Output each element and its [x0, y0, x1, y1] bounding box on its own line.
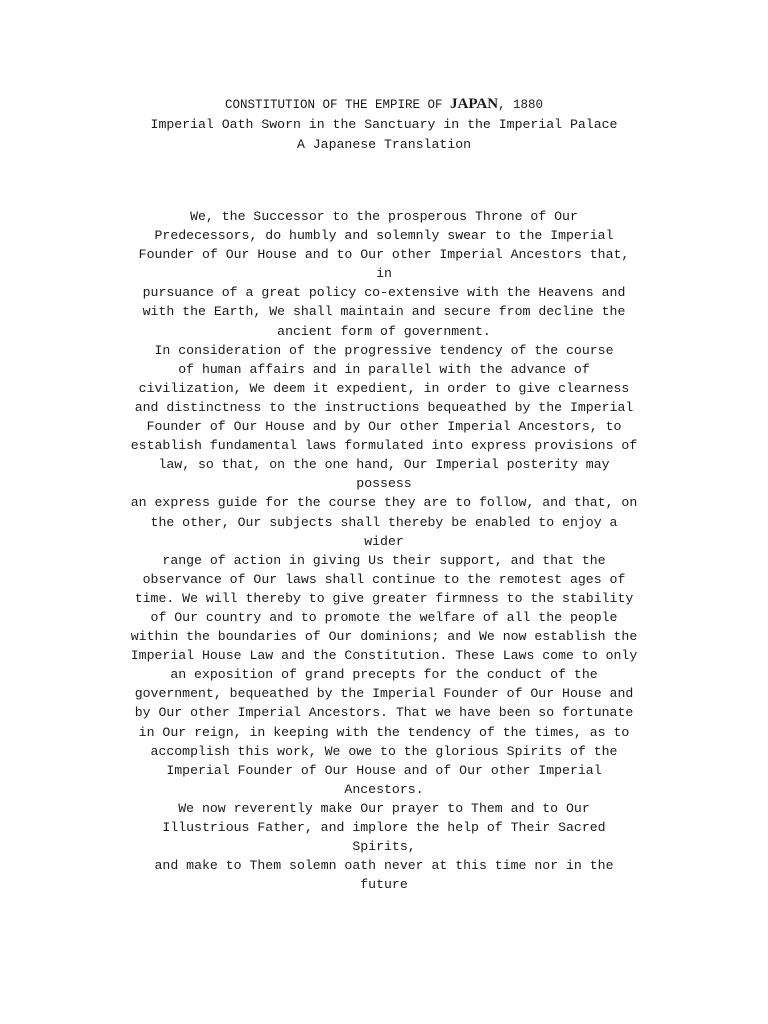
text-line: Imperial Founder of Our House and of Our other Imperial [166, 762, 602, 778]
text-line: pursuance of a great policy co-extensive with the Heavens and [142, 285, 626, 301]
document-title [0, 94, 768, 115]
text-line: Predecessors, do humbly and solemnly swear to the Imperial [154, 228, 614, 244]
text-line: government, bequeathed by the Imperial Founder of Our House and [134, 686, 634, 702]
text-line: Ancestors. [344, 781, 424, 797]
text-line: an exposition of grand precepts for the conduct of the [170, 667, 598, 683]
text-line: wider [364, 533, 404, 549]
document-header [0, 94, 768, 155]
text-line: an express guide for the course they are to follow, and that, on [130, 495, 638, 511]
text-line: of human affairs and in parallel with the advance of [178, 361, 590, 377]
text-line: and distinctness to the instructions bequeathed by the Imperial [134, 399, 634, 415]
text-line: by Our other Imperial Ancestors. That we have been so fortunate [134, 705, 634, 721]
text-line: We now reverently make Our prayer to Them and to Our [178, 800, 590, 816]
text-line: the other, Our subjects shall thereby be enabled to enjoy a [150, 514, 618, 530]
text-line: with the Earth, We shall maintain and secure from decline the [142, 304, 626, 320]
text-line: civilization, We deem it expedient, in order to give clearness [138, 380, 630, 396]
text-line: range of action in giving Us their support, and that the [162, 552, 606, 568]
text-line: Imperial House Law and the Constitution. These Laws come to only [130, 648, 638, 664]
text-line: future [360, 877, 408, 893]
document-subtitle: Imperial Oath Sworn in the Sanctuary in the Imperial Palace [150, 117, 618, 132]
title-country: JAPAN [449, 96, 499, 112]
text-line: Illustrious Father, and implore the help of Their Sacred [162, 820, 606, 835]
text-line: In consideration of the progressive tendency of the course [154, 342, 614, 358]
text-line: Founder of Our House and to Our other Imperial Ancestors that, [138, 247, 630, 263]
text-line: and make to Them solemn oath never at this time nor in the [154, 858, 614, 874]
document-subtitle-translation: A Japanese Translation [296, 137, 472, 152]
text-line: time. We will thereby to give greater firmness to the stability [134, 590, 634, 606]
text-line: law, so that, on the one hand, Our Imperial posterity may [158, 457, 610, 473]
text-line: accomplish this work, We owe to the glorious Spirits of the [150, 743, 618, 759]
text-line: Spirits, [352, 839, 416, 855]
text-line: in [376, 266, 392, 282]
text-line: We, the Successor to the prosperous Throne of Our [190, 209, 578, 224]
text-line: in Our reign, in keeping with the tendency of the times, as to [138, 724, 630, 740]
text-line: ancient form of government. [277, 323, 491, 339]
text-line: Founder of Our House and by Our other Imperial Ancestors, to [146, 419, 622, 435]
text-line: establish fundamental laws formulated into express provisions of [130, 438, 638, 454]
text-line: observance of Our laws shall continue to the remotest ages of [142, 571, 626, 587]
title-prefix: CONSTITUTION OF THE EMPIRE OF [224, 98, 450, 112]
title-year: , 1880 [498, 98, 544, 112]
text-line: of Our country and to promote the welfare of all the people [150, 609, 618, 625]
text-line: within the boundaries of Our dominions; and We now establish the [130, 629, 638, 645]
text-line: possess [356, 476, 412, 492]
oath-body [0, 207, 768, 894]
